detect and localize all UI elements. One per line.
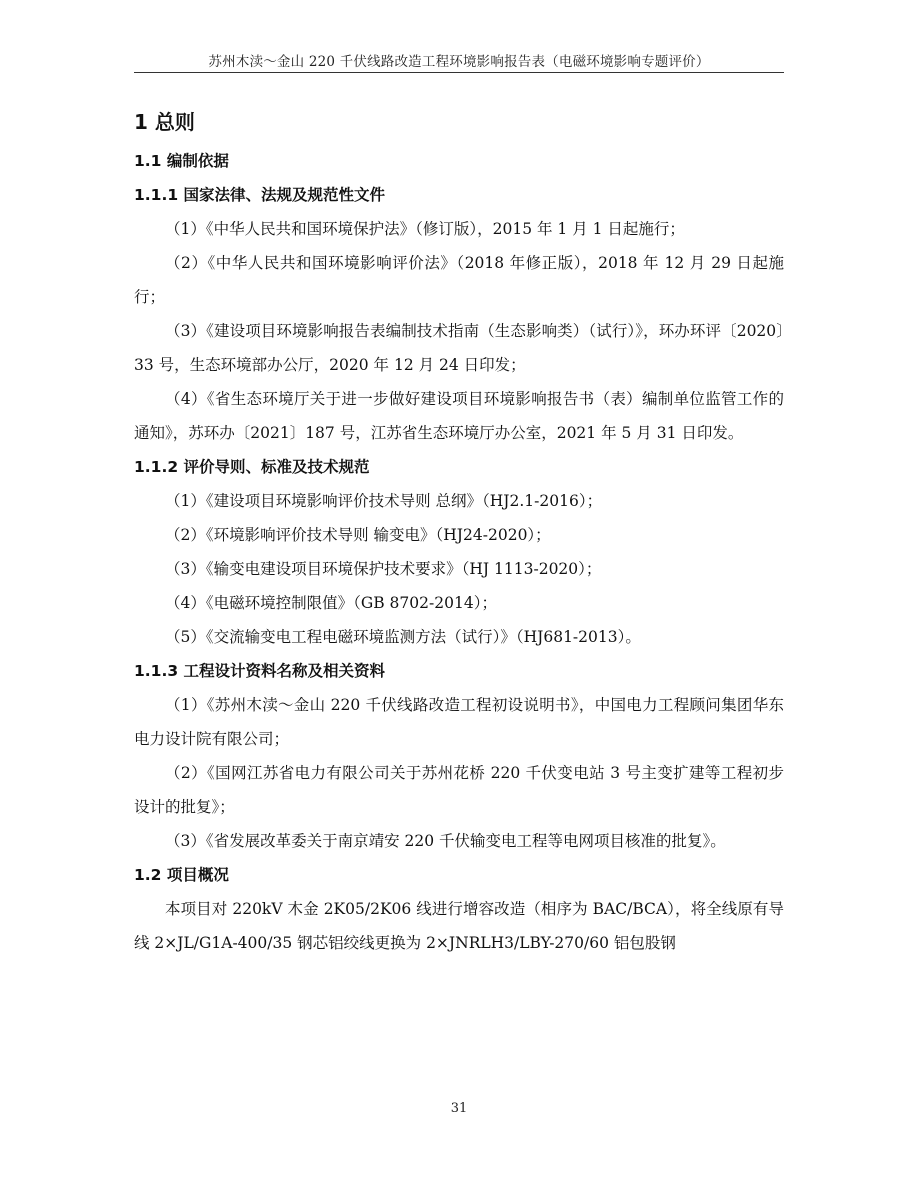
list-item: （2）《环境影响评价技术导则 输变电》（HJ24-2020）； (165, 526, 551, 544)
list-item: （4）《省生态环境厅关于进一步做好建设项目环境影响报告书（表）编制单位监管工作的通知》，苏环办〔2021〕187 号，江苏省生态环境厅办公室，2021 年 5 月 31 日印发。 (134, 390, 784, 442)
section-heading-1: 1 总则 (134, 110, 195, 134)
section-heading-1-2: 1.2 项目概况 (134, 866, 229, 884)
list-item: （2）《国网江苏省电力有限公司关于苏州花桥 220 千伏变电站 3 号主变扩建等工程初步设计的批复》； (134, 764, 784, 816)
list-item: （3）《输变电建设项目环境保护技术要求》（HJ 1113-2020）； (165, 560, 602, 578)
list-item: （4）《电磁环境控制限值》（GB 8702-2014）； (165, 594, 497, 612)
list-item: （3）《建设项目环境影响报告表编制技术指南（生态影响类）（试行）》，环办环评〔2020〕33 号，生态环境部办公厅，2020 年 12 月 24 日印发； (134, 322, 784, 374)
running-header: 苏州木渎～金山 220 千伏线路改造工程环境影响报告表（电磁环境影响专题评价） (208, 54, 710, 70)
section-heading-1-1-1: 1.1.1 国家法律、法规及规范性文件 (134, 186, 386, 204)
list-item: （3）《省发展改革委关于南京靖安 220 千伏输变电工程等电网项目核准的批复》。 (165, 832, 726, 850)
section-heading-1-1: 1.1 编制依据 (134, 152, 229, 170)
list-item: （1）《建设项目环境影响评价技术导则 总纲》（HJ2.1-2016）； (165, 492, 603, 510)
list-item: （2）《中华人民共和国环境影响评价法》（2018 年修正版），2018 年 12 月 29 日起施行； (134, 254, 784, 306)
page-number: 31 (450, 1101, 468, 1116)
list-item: （5）《交流输变电工程电磁环境监测方法（试行）》（HJ681-2013）。 (165, 628, 641, 646)
section-heading-1-1-2: 1.1.2 评价导则、标准及技术规范 (134, 458, 370, 476)
document-body (134, 104, 784, 960)
section-heading-1-1-3: 1.1.3 工程设计资料名称及相关资料 (134, 662, 386, 680)
list-item: （1）《中华人民共和国环境保护法》（修订版），2015 年 1 月 1 日起施行； (165, 220, 685, 238)
list-item: （1）《苏州木渎～金山 220 千伏线路改造工程初设说明书》，中国电力工程顾问集团华东电力设计院有限公司； (134, 696, 784, 748)
project-overview-paragraph: 本项目对 220kV 木金 2K05/2K06 线进行增容改造（相序为 BAC/BCA），将全线原有导线 2×JL/G1A-400/35 钢芯铝绞线更换为 2×JNRLH3/LBY-270/60 铝包股钢 (134, 900, 784, 952)
header-divider (134, 72, 784, 73)
